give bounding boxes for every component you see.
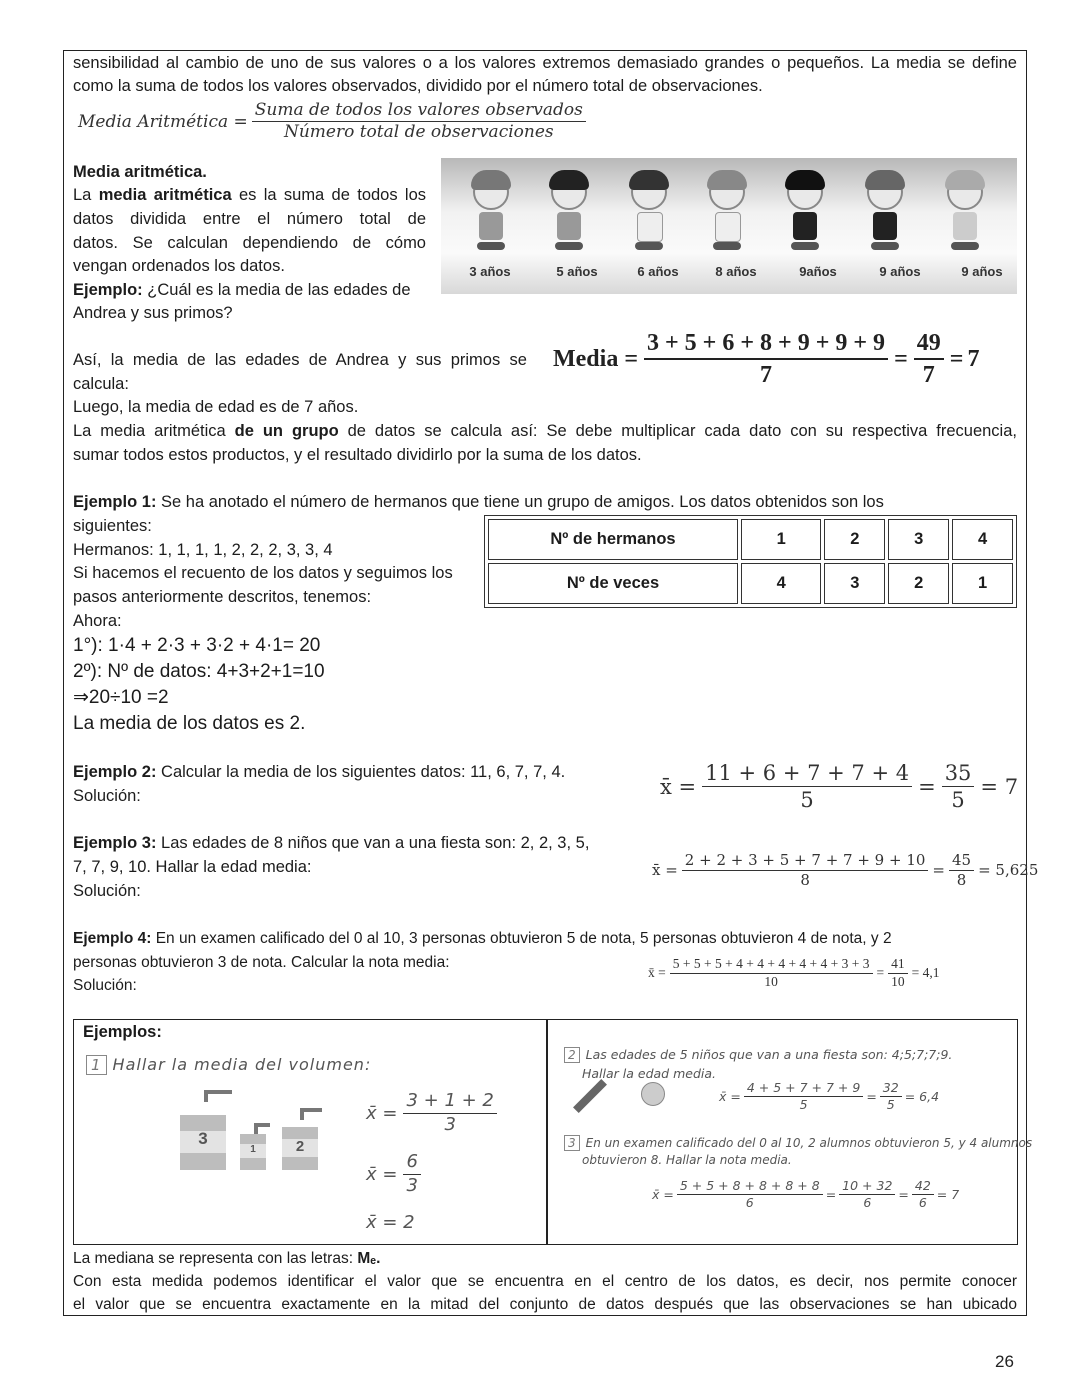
example1-formula-2: x̄ = $\frac{6}{3}$ [366, 1151, 421, 1197]
kid-age-label: 5 años [556, 264, 598, 279]
table-row [488, 519, 1013, 560]
table-row [488, 563, 1013, 604]
media-aritmetica-definition-formula [78, 100, 586, 144]
kid-age-label: 9 años [879, 264, 921, 279]
formula-numerator: Suma de todos los valores observados [252, 100, 586, 122]
ejemplo1-line-5: pasos anteriormente descritos, tenemos: [73, 588, 372, 606]
ejemplo4-formula: x̄ = $\frac{5 + 5 + 5 + 4 + 4 + 4 + 4 + 4 + 3 + 3}{10}$ = $\frac{41}{10}$ = 4,1 [648, 956, 940, 989]
intro-line-2: como la suma de todos los valores observados, dividido por el número total de observaciones. [73, 77, 763, 95]
kid-icon [641, 1082, 665, 1106]
example2-statement: 2 Las edades de 5 niños que van a una fiesta son: 4;5;7;7;9. [564, 1047, 952, 1063]
cup-icon: 3 [180, 1115, 226, 1170]
straw-icon [254, 1123, 270, 1127]
kid-figure [861, 168, 909, 258]
table-header-cell: Nº de veces [488, 563, 738, 604]
table-cell: 3 [824, 563, 885, 604]
ejemplo1-step-1: 1°): 1·4 + 2·3 + 3·2 + 4·1= 20 [73, 635, 321, 656]
table-cell: 1 [952, 563, 1013, 604]
ejemplo3-line-1: Ejemplo 3: Las edades de 8 niños que van a una fiesta son: 2, 2, 3, 5, [73, 834, 590, 852]
column-divider [546, 1020, 548, 1244]
ejemplo1-line-2: siguientes: [73, 517, 152, 535]
media-para-line-2: datos dividida entre el número total de [73, 210, 426, 228]
ejemplo4-solucion: Solución: [73, 977, 137, 994]
example1-statement: 1 Hallar la media del volumen: [86, 1055, 371, 1075]
kid-figure [625, 168, 673, 258]
ejemplo1-ahora: Ahora: [73, 612, 122, 630]
calc-line-2: calcula: [73, 375, 129, 393]
ejemplo3-solucion: Solución: [73, 882, 141, 900]
table-cell: 1 [741, 519, 821, 560]
straw-icon [300, 1108, 322, 1112]
grupo-line-2: sumar todos estos productos, y el resultado dividirlo por la suma de los datos. [73, 446, 642, 464]
section-heading: Media aritmética. [73, 163, 207, 181]
example2-line-2: Hallar la edad media. [582, 1066, 716, 1081]
ejemplo-question: Ejemplo: ¿Cuál es la media de las edades de [73, 281, 411, 299]
kid-age-label: 6 años [637, 264, 679, 279]
ejemplo1-step-2: 2º): Nº de datos: 4+3+2+1=10 [73, 661, 325, 682]
kids-ages-illustration [441, 158, 1017, 294]
example1-formula-1: x̄ = $\frac{3 + 1 + 2}{3}$ [366, 1090, 497, 1136]
kid-figure [545, 168, 593, 258]
kid-age-label: 9años [799, 264, 837, 279]
table-cell: 2 [888, 563, 949, 604]
kid-figure [467, 168, 515, 258]
cup-icon: 2 [282, 1127, 318, 1170]
ejemplo4-line-2: personas obtuvieron 3 de nota. Calcular la nota media: [73, 954, 450, 971]
mediana-line-2: Con esta medida podemos identificar el valor que se encuentra en el centro de los datos, es decir, nos permite conocer [73, 1273, 1017, 1290]
ejemplo2-line-1: Ejemplo 2: Calcular la media de los siguientes datos: 11, 6, 7, 7, 4. [73, 763, 566, 781]
media-para-line-1: La media aritmética es la suma de todos los [73, 186, 427, 204]
frequency-table [484, 515, 1017, 608]
ejemplos-box [73, 1019, 1033, 1245]
mediana-line-1: La mediana se representa con las letras: Mₑ. [73, 1250, 381, 1267]
example3-formula: x̄ = $\frac{5 + 5 + 8 + 8 + 8 + 8}{6}$ = $\frac{10 + 32}{6}$ = $\frac{42}{6}$ = 7 [652, 1178, 960, 1210]
kid-figure [781, 168, 829, 258]
formula-denominator: Número total de observaciones [283, 122, 554, 143]
kid-figure [941, 168, 989, 258]
example3-line-2: obtuvieron 8. Hallar la nota media. [582, 1153, 792, 1167]
table-cell: 2 [824, 519, 885, 560]
rocket-icon [573, 1079, 607, 1113]
formula-lhs: Media Aritmética = [78, 111, 248, 132]
ejemplos-title: Ejemplos: [83, 1023, 162, 1041]
ejemplo3-line-2: 7, 7, 9, 10. Hallar la edad media: [73, 858, 312, 876]
ejemplo-question-line-2: Andrea y sus primos? [73, 304, 233, 322]
kid-age-label: 8 años [715, 264, 757, 279]
ejemplo2-formula: x̄ = $\frac{11 + 6 + 7 + 7 + 4}{5}$ = $\frac{35}{5}$ = 7 [660, 761, 1019, 813]
mediana-line-3: el valor que se encuentra exactamente en la mitad del conjunto de datos después que las observaciones se han ubicado [73, 1296, 1017, 1313]
intro-line-1: sensibilidad al cambio de uno de sus valores o a los valores extremos demasiado grandes o pequeños. La media se define [73, 54, 1017, 72]
ejemplo4-line-1: Ejemplo 4: En un examen calificado del 0 al 10, 3 personas obtuvieron 5 de nota, 5 personas obtuvieron 4 de nota, y 2 [73, 930, 892, 947]
ejemplo1-data: Hermanos: 1, 1, 1, 1, 2, 2, 2, 3, 3, 4 [73, 541, 333, 559]
ejemplo1-step-3: ⇒20÷10 =2 [73, 687, 169, 708]
straw-icon [204, 1090, 232, 1094]
cup-icon: 1 [240, 1134, 266, 1170]
ejemplo3-formula: x̄ = $\frac{2 + 2 + 3 + 5 + 7 + 7 + 9 + 10}{8}$ = $\frac{45}{8}$ = 5,625 [652, 851, 1039, 889]
ejemplo1-line-1: Ejemplo 1: Se ha anotado el número de hermanos que tiene un grupo de amigos. Los datos obtenidos son los [73, 493, 884, 511]
table-cell: 4 [952, 519, 1013, 560]
example3-statement: 3 En un examen calificado del 0 al 10, 2 alumnos obtuvieron 5, y 4 alumnos [564, 1135, 1032, 1151]
calc-line-3: Luego, la media de edad es de 7 años. [73, 398, 359, 416]
media-para-line-4: vengan ordenados los datos. [73, 257, 285, 275]
example2-formula: x̄ = $\frac{4 + 5 + 7 + 7 + 9}{5}$ = $\frac{32}{5}$ = 6,4 [719, 1080, 940, 1112]
ejemplo1-conclusion: La media de los datos es 2. [73, 713, 306, 734]
kid-age-label: 9 años [961, 264, 1003, 279]
kid-figure [703, 168, 751, 258]
example-number-badge: 1 [86, 1055, 107, 1075]
table-header-cell: Nº de hermanos [488, 519, 738, 560]
table-cell: 4 [741, 563, 821, 604]
kid-age-label: 3 años [469, 264, 511, 279]
media-edades-formula: Media = $\frac{3 + 5 + 6 + 8 + 9 + 9 + 9}{7}$ = $\frac{49}{7}$ = 7 [553, 330, 980, 388]
media-para-line-3: datos. Se calculan dependiendo de cómo [73, 234, 426, 252]
grupo-line-1: La media aritmética de un grupo de datos se calcula así: Se debe multiplicar cada dato con su respectiva frecuencia, [73, 422, 1017, 440]
example1-result: x̄ = 2 [366, 1212, 415, 1233]
ejemplo2-solucion: Solución: [73, 787, 141, 805]
ejemplo1-line-4: Si hacemos el recuento de los datos y seguimos los [73, 564, 453, 582]
table-cell: 3 [888, 519, 949, 560]
calc-line-1: Así, la media de las edades de Andrea y sus primos se [73, 351, 527, 369]
page-number: 26 [995, 1352, 1014, 1371]
